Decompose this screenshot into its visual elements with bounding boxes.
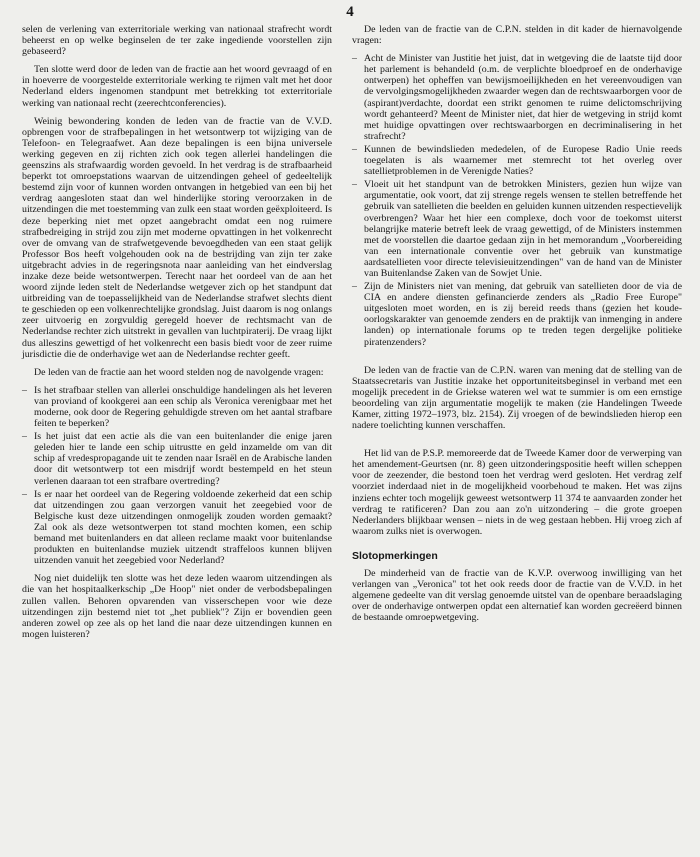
right-paragraph-1: De leden van de fractie van de C.P.N. stelden in dit kader de hiernavolgende vragen:	[352, 24, 682, 47]
left-question-list	[22, 385, 332, 567]
left-question-2: – Is het juist dat een actie als die van een buitenlander die enige jaren geleden hier te lande een schip uitrustte en geld inzamelde om van dit schip af vredespropagande uit te zenden naar Israël en de Arabische landen door dit wetsontwerp tot een misdrijf wordt bestempeld en het steun verlenen daaraan tot een strafbare overtreding?	[22, 431, 332, 486]
right-column	[352, 24, 682, 631]
right-paragraph-3: Het lid van de P.S.P. memoreerde dat de Tweede Kamer door de verwerping van het amendement-Geurtsen (nr. 8) geen uitzonderingspositie heeft willen scheppen voor de zeezender, die bestond toen het verdrag werd gesloten. Het verdrag zelf voorziet inderdaad niet in de mogelijkheid voorbehoud te maken. Het was zijns inziens echter toch mogelijk geweest wetsontwerp 11 374 te aanvaarden zonder het verdrag te ratificeren? Dan zou aan zo'n uitzondering – die grote groepen Nederlanders blijkbaar wensen – niets in de weg gestaan hebben. Hij vroeg zich af waarom zulks niet is overwogen.	[352, 448, 682, 537]
left-paragraph-2: Ten slotte werd door de leden van de fractie aan het woord gevraagd of en in hoeverre de voorgestelde exterritoriale werking te rijmen valt met het door Nederland elders ingenomen standpunt met betrekking tot exterritoriale werking van nationaal recht (zeerechtconferencies).	[22, 64, 332, 109]
left-question-3: – Is er naar het oordeel van de Regering voldoende zekerheid dat een schip dat uitzendingen zou gaan verzorgen vanuit het zeegebied voor de Belgische kust deze uitzendingen onmogelijk zouden worden gemaakt? Zal ook als deze wetsontwerpen tot stand mochten komen, een schip bemand met buitenlanders en dat alleen reclame maakt voor buitenlandse produkten en buitenlandse muziek uitzendt straffeloos kunnen blijven uitzenden vanuit het zeegebied voor Nederland?	[22, 489, 332, 567]
section-heading: Slotopmerkingen	[352, 549, 438, 562]
left-column	[22, 24, 332, 647]
right-question-4: – Zijn de Ministers niet van mening, dat gebruik van satellieten door de via de CIA en andere diensten gefinancierde zenders als „Radio Free Europe" uitgesloten moet worden, en is zij bereid reeds thans (gezien het koude-oorlogskarakter van genoemde zenders en de praktijk van inmenging in andere landen) op internationale forums op te treden tegen dergelijke politieke piratenzenders?	[352, 281, 682, 348]
page-number: 4	[346, 4, 354, 20]
left-paragraph-4: De leden van de fractie aan het woord stelden nog de navolgende vragen:	[34, 366, 324, 378]
right-paragraph-2: De leden van de fractie van de C.P.N. waren van mening dat de stelling van de Staatssecretaris van Justitie inzake het opportuniteitsbeginsel in verband met een mogelijk precedent in de Griekse wateren wel wat te summier is om een ernstige beoordeling van zijn argumentatie mogelijk te maken (zie Handelingen Tweede Kamer, zitting 1972–1973, blz. 2154). Zij vroegen of de bewindslieden hierop een nadere toelichting kunnen verschaffen.	[352, 364, 682, 432]
right-question-3: – Vloeit uit het standpunt van de betrokken Ministers, gezien hun wijze van argumentatie, ook voort, dat zij strenge regels wensen te stellen betreffende het gebruik van satellieten die beelden en geluiden kunnen uitzenden respectievelijk overbrengen? Waar het hier een complexe, doch voor de toekomst uiterst belangrijke materie betreft leek de vraag gewettigd, of de Ministers instemmen met de voorstellen die daartoe gedaan zijn in het memorandum „Voorbereiding van een internationale conventie over het gebruik van kunstmatige aardsatellieten voor directe televisieuitzendingen" van de hand van de Minister van Buitenlandse Zaken van de Sowjet Unie.	[352, 179, 682, 279]
left-paragraph-3: Weinig bewondering konden de leden van de fractie van de V.V.D. opbrengen voor de strafbepalingen in het wetsontwerp tot wijziging van de Telefoon- en Telegraafwet. Aan deze bepalingen is een bijna universele werking gegeven en zij richten zich ook tegen allerlei handelingen die geenszins als strafwaardig worden gevoeld. In het verdrag is de strafbaarheid beperkt tot omroepstations waarvan de uitzendingen geheel of gedeeltelijk bestemd zijn voor of kunnen worden ontvangen in hetgebied van een bij het verdrag aangesloten staat dan wel hinderlijke storing veroorzaken in de uitzendingen die met toestemming van zulk een staat worden geëxploiteerd. Is deze beperking niet met opzet aangebracht omdat een nog ruimere strafbedreiging in strijd zou zijn met moderne opvattingen in het volkenrecht over de omvang van de strafwetgevende bevoegdheden van een staat gelijk Professor Bos heeft volgehouden ook na de bestrijding van zijn ter zake uitgebracht advies in de regeringsnota naar aanleiding van het eindverslag inzake deze beide wetsontwerpen. Terecht naar het oordeel van de aan het woord zijnde leden stelt de Nederlandse wetgever zich op het standpunt dat uitbreiding van de toepasselijkheid van de Nederlandse strafwet slechts dient te geschieden op een volkenrechtelijke grondslag. Juist daarom is nog onlangs zeer uitvoerig en zorgvuldig geregeld hoever de rechtsmacht van de Nederlandse rechter zich uitstrekt in gevallen van luchtpiraterij. De vraag lijkt dus alleszins gewettigd of het volkenrecht een basis biedt voor de zeer ruime jurisdictie die de onderhavige wet aan de Nederlandse rechter geeft.	[22, 115, 332, 360]
right-paragraph-4: De minderheid van de fractie van de K.V.P. overwoog inwilliging van het verlangen van „Veronica" tot het ook reeds door de fractie van de V.V.D. in het algemene gedeelte van dit verslag genoemde uitstel van de openbare beraadslaging over de onderhavige ontwerpen opdat een alternatief kan worden gecreëerd binnen de bestaande omroepwetgeving.	[352, 568, 682, 624]
left-paragraph-5: Nog niet duidelijk ten slotte was het deze leden waarom uitzendingen als die van het hospitaalkerkschip „De Hoop" niet onder de verbodsbepalingen zullen vallen. Behoren opvarenden van visserschepen voor wie deze uitzendingen zijn bestemd niet tot „het publiek"? Zijn er bovendien geen anderen zowel op zee als op het land die naar deze uitzendingen kunnen en mogen luisteren?	[22, 573, 332, 640]
right-question-2: – Kunnen de bewindslieden mededelen, of de Europese Radio Unie reeds toegelaten is als waarnemer met stemrecht tot het overleg over satellietproblemen in de Verenigde Naties?	[352, 144, 682, 177]
right-question-1: – Acht de Minister van Justitie het juist, dat in wetgeving die de laatste tijd door het parlement is behandeld (o.m. de verplichte bloedproef en de onderhavige ontwerpen) het opheffen van bewijsmoeilijkheden en het vereenvoudigen van de vervolgingsmogelijkheden zwaarder wegen dan de rechtswaarborgen voor de (aspirant)verdachte, doordat een strikt genomen te ruime delictomschrijving wordt gehanteerd? Meent de Minister niet, dat hier de wetgeving in strijd komt met huidige opvattingen over rechtswaarborgen en decriminalisering in het strafrecht?	[352, 53, 682, 142]
left-paragraph-1: selen de verlening van exterritoriale werking van nationaal strafrecht wordt beheerst en op welke beginselen de ter zake ingediende voorstellen zijn gebaseerd?	[22, 24, 332, 58]
left-question-1: – Is het strafbaar stellen van allerlei onschuldige handelingen als het leveren van proviand of kookgerei aan een schip als Veronica verenigbaar met het moderne, ook door de Regering gehuldigde streven om het aantal strafbare feiten te beperken?	[22, 385, 332, 429]
right-question-list	[352, 53, 682, 347]
